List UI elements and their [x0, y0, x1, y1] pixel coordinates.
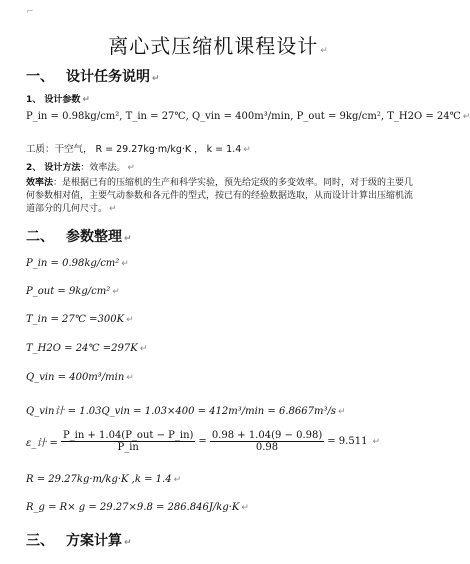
equation-text: P_out = 9kg/cm² [26, 286, 111, 297]
fraction-numerator: 0.98 + 1.04(9 − 0.98) [211, 430, 323, 441]
title-text: 离心式压缩机课程设计 [108, 34, 319, 58]
equation-text: T_in = 27℃ =300K [26, 314, 125, 325]
paragraph-mark: ↵ [337, 407, 346, 417]
paragraph-mark: ↵ [82, 95, 90, 105]
equation-q-vin [26, 372, 134, 383]
paragraph-mark: ↵ [320, 46, 329, 56]
section-number: 一、 [26, 69, 54, 85]
equation-p-in [26, 258, 129, 269]
medium-text: 工质：干空气， R = 29.27kg·m/kg·K ， k = 1.4 [26, 144, 242, 155]
equation-gas-constant [26, 474, 181, 485]
paragraph-mark: ↵ [372, 436, 380, 447]
fraction-denominator: P_in [117, 442, 139, 453]
paragraph-mark: ↵ [124, 538, 132, 548]
equation-text: Q_vin计 = 1.03Q_vin = 1.03×400 = 412m³/min = 6.8667m³/s [26, 406, 336, 417]
paragraph-mark: ↵ [127, 163, 135, 173]
equation-result: = 9.511 [327, 436, 368, 447]
equation-text: Q_vin = 400m³/min [26, 372, 125, 383]
equation-text: T_H2O = 24℃ =297K [26, 343, 138, 354]
section-heading-1 [26, 66, 160, 86]
equation-p-out [26, 286, 120, 297]
subsection-label: 1、 设计参数 [26, 95, 81, 105]
working-medium-line [26, 141, 251, 155]
equation-q-design [26, 402, 346, 417]
subsection-label: 2、 设计方法 [26, 163, 81, 173]
equation-t-in [26, 314, 134, 325]
paragraph-mark: ↵ [241, 503, 249, 513]
method-description: ：是根据已有的压缩机的生产和科学实验，预先给定级的多变效率。同时，对于级的主要几何参数相对值，主要气动参数和各元件的型式，按已有的经验数据选取，从而设计计算出压缩机流道部分的几何尺寸。 [26, 178, 414, 214]
paragraph-mark: ↵ [152, 74, 160, 84]
section-number: 三、 [26, 533, 54, 549]
equation-t-water [26, 343, 147, 354]
equation-text: P_in = 0.98kg/cm² [26, 258, 120, 269]
method-description-paragraph [26, 177, 418, 216]
equation-text: R_g = R× g = 29.27×9.8 = 286.846J/kg·K [26, 502, 240, 513]
paragraph-mark: ↵ [243, 145, 251, 155]
section-title: 设计任务说明 [66, 69, 150, 85]
equation-pressure-ratio [26, 430, 380, 453]
document-title [0, 30, 437, 59]
section-title: 参数整理 [66, 229, 122, 245]
subsection-heading [26, 92, 90, 105]
fraction-numerator: P_in + 1.04(P_out − P_in) [62, 430, 194, 441]
equation-text: R = 29.27kg·m/kg·K ,k = 1.4 [26, 474, 172, 485]
method-term: 效率法 [26, 178, 54, 188]
method-text: ：效率法。 [80, 163, 126, 173]
margin-corner-mark: ⌐ [26, 7, 34, 17]
equals-sign: = [198, 436, 207, 447]
paragraph-mark: ↵ [112, 287, 120, 297]
paragraph-mark: ↵ [462, 112, 470, 122]
paragraph-mark: ↵ [139, 344, 148, 354]
paragraph-mark: ↵ [121, 259, 129, 269]
fraction-denominator: 0.98 [255, 442, 279, 453]
equation-lhs: ε_计 = [26, 438, 58, 449]
fraction-numeric [210, 430, 324, 453]
design-params-line [26, 111, 470, 122]
paragraph-mark: ↵ [173, 475, 182, 485]
equation-rg [26, 502, 249, 513]
fraction-symbolic [61, 430, 195, 453]
section-title: 方案计算 [66, 533, 122, 549]
paragraph-mark: ↵ [126, 315, 134, 325]
params-text: P_in = 0.98kg/cm², T_in = 27℃, Q_vin = 400m³/min, P_out = 9kg/cm², T_H2O = 24℃ [26, 111, 461, 122]
section-number: 二、 [26, 229, 54, 245]
section-heading-2 [26, 226, 132, 246]
design-method-line [26, 162, 418, 175]
paragraph-mark: ↵ [126, 373, 134, 383]
section-heading-3 [26, 530, 132, 550]
paragraph-mark: ↵ [109, 204, 117, 214]
paragraph-mark: ↵ [124, 234, 132, 244]
